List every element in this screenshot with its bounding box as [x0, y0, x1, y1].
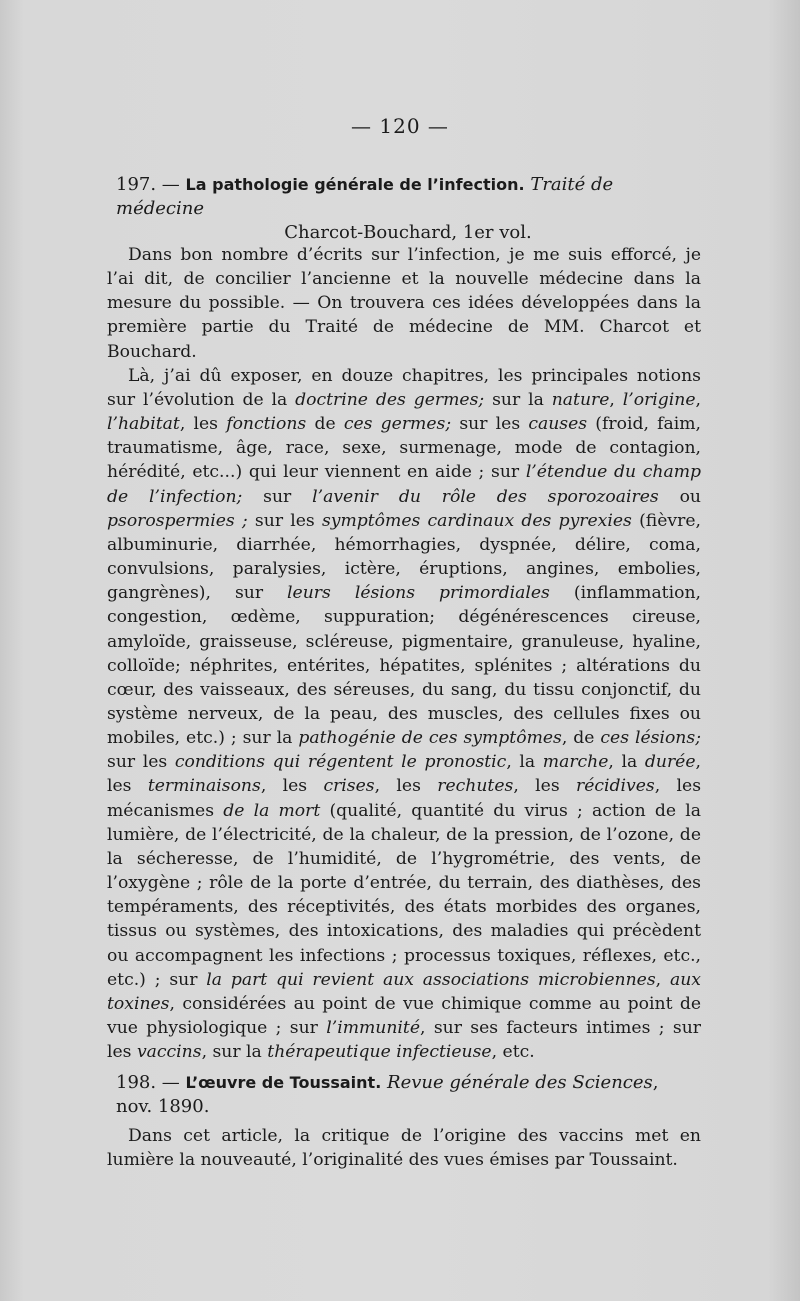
entry-198-title: L’œuvre de Toussaint.: [185, 1073, 382, 1092]
paragraph: Là, j’ai dû exposer, en douze chapitres, les principales notions sur l’évolution de la doctrine des germes; sur la nature, l’origine, l’habitat, les fonctions de ces germes; sur les causes (froid, faim, traumatisme, âge, race, sexe, surmenage, mode de contagion, hérédité, etc...) qui leur viennent en aide ; sur l’étendue du champ de l’infection; sur l’avenir du rôle des sporozoaires ou psorospermies ; sur les symptômes cardinaux des pyrexies (fièvre, albuminurie, diarrhée, hémorrhagies, dyspnée, délire, coma, convulsions, paralysies, ictère, éruptions, angines, embolies, gangrènes), sur leurs lésions primordiales (inflammation, congestion, œdème, suppuration; dégénérescences cireuse, amyloïde, graisseuse, scléreuse, pigmentaire, granuleuse, hyaline, colloïde; néphrites, entérites, hépatites, splénites ; altérations du cœur, des vaisseaux, des séreuses, du sang, du tissu conjonctif, du système nerveux, de la peau, des muscles, des cellules fixes ou mobiles, etc.) ; sur la pathogénie de ces symptômes, de ces lésions; sur les conditions qui régentent le pronostic, la marche, la durée, les terminaisons, les crises, les rechutes, les récidives, les mécanismes de la mort (qualité, quantité du virus ; action de la lumière, de l’électricité, de la chaleur, de la pression, de l’ozone, de la sécheresse, de l’humidité, de l’hygrométrie, des vents, de l’oxygène ; rôle de la porte d’entrée, du terrain, des diathèses, des tempéraments, des réceptivités, des états morbides des organes, tissus ou systèmes, des intoxications, des maladies qui précèdent ou accompagnent les infections ; processus toxiques, réflexes, etc., etc.) ; sur la part qui revient aux associations microbiennes, aux toxines, considérées au point de vue chimique comme au point de vue physiologique ; sur l’immunité, sur ses facteurs intimes ; sur les vaccins, sur la thérapeutique infectieuse, etc.: [107, 365, 702, 1063]
page-number: — 120 —: [351, 114, 449, 138]
entry-198-heading: [116, 1071, 700, 1119]
entry-198-source-tail: , nov. 1890.: [116, 1072, 659, 1117]
paragraph: Dans bon nombre d’écrits sur l’infection, je me suis efforcé, je l’ai dit, de concilier l’ancienne et la nouvelle médecine dans la mesure du possible. — On trouvera ces idées développées dans la première partie du Traité de médecine de MM. Charcot et Bouchard.: [107, 245, 701, 362]
entry-197-source: Traité de médecine: [116, 174, 614, 219]
entry-197-heading: [116, 173, 700, 245]
entry-198-number: 198. —: [116, 1072, 180, 1093]
entry-197-source-line2: Charcot-Bouchard, 1er vol.: [284, 222, 532, 243]
entry-197-title: La pathologie générale de l’infection.: [185, 175, 525, 194]
entry-197-body: [107, 243, 701, 1064]
entry-198-body: [107, 1124, 701, 1172]
entry-198-source: Revue générale des Sciences: [387, 1072, 653, 1093]
paragraph: Dans cet article, la critique de l’origine des vaccins met en lumière la nouveauté, l’originalité des vues émises par Toussaint.: [107, 1126, 701, 1171]
entry-197-number: 197. —: [116, 174, 180, 195]
